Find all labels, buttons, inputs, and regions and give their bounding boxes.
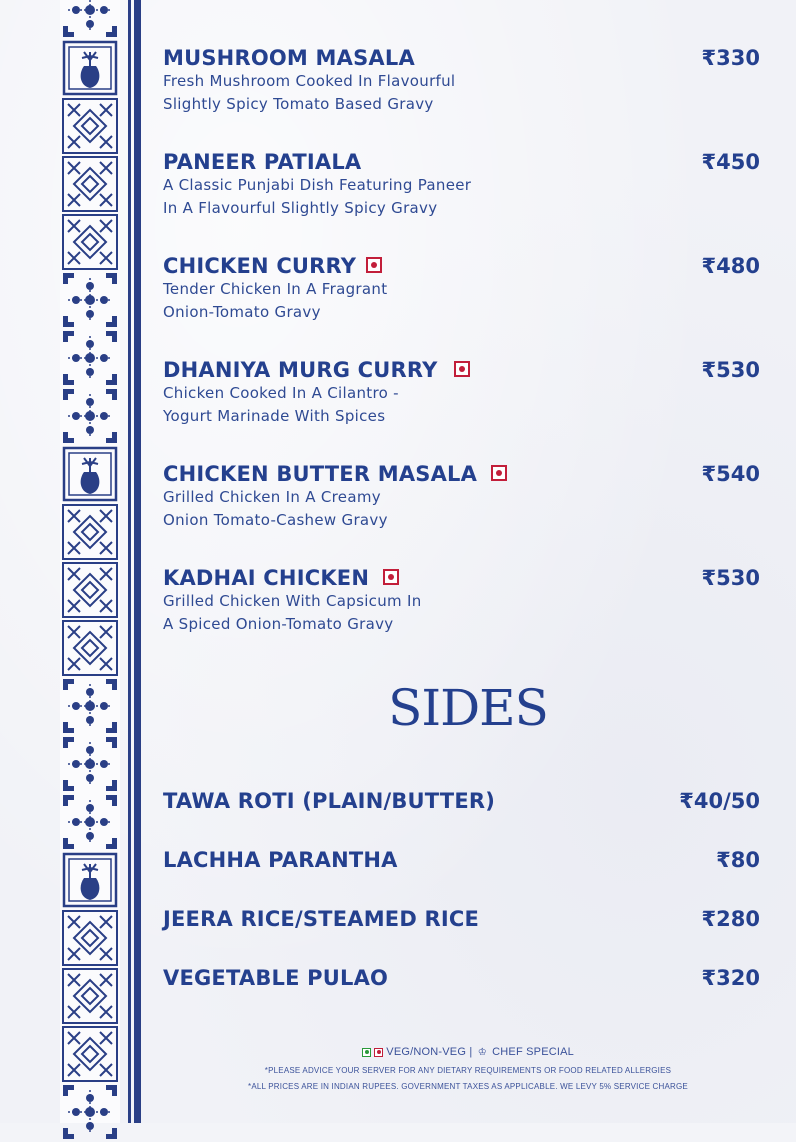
item-description: Chicken Cooked In A Cilantro - Yogurt Marinade With Spices: [163, 384, 399, 425]
item-price: ₹80: [716, 848, 760, 872]
item-name: DHANIYA MURG CURRY: [163, 356, 763, 384]
side-item: [163, 905, 763, 933]
border-tile-icon: [60, 212, 120, 272]
chef-special-text: CHEF SPECIAL: [488, 1046, 574, 1058]
item-name: CHICKEN BUTTER MASALA: [163, 460, 763, 488]
chef-hat-icon: ♔: [477, 1047, 487, 1058]
item-description: Fresh Mushroom Cooked In Flavourful Slightly Spicy Tomato Based Gravy: [163, 72, 456, 113]
item-description: Grilled Chicken In A Creamy Onion Tomato-Cashew Gravy: [163, 488, 388, 529]
item-name: JEERA RICE/STEAMED RICE: [163, 907, 480, 931]
side-item: [163, 964, 763, 992]
nonveg-icon: [374, 1048, 383, 1057]
nonveg-icon: [454, 361, 470, 377]
pricing-note: *ALL PRICES ARE IN INDIAN RUPEES. GOVERNMENT TAXES AS APPLICABLE. WE LEVY 5% SERVICE CHARGE: [248, 1082, 688, 1091]
border-tile-icon: [60, 386, 120, 446]
item-price: ₹40/50: [679, 789, 760, 813]
border-tile-icon: [60, 1024, 120, 1084]
nonveg-icon: [383, 569, 399, 585]
nonveg-icon: [491, 465, 507, 481]
item-price: ₹540: [701, 462, 760, 486]
border-tile-icon: [60, 560, 120, 620]
border-line: [128, 0, 131, 1123]
border-tile-icon: [60, 328, 120, 388]
border-tile-icon: [60, 618, 120, 678]
item-price: ₹530: [701, 358, 760, 382]
section-title-sides: SIDES: [388, 679, 548, 737]
border-tile-icon: [60, 0, 120, 40]
menu-item: [163, 44, 763, 116]
border-tile-icon: [60, 850, 120, 910]
side-item: [163, 787, 763, 815]
menu-item: [163, 460, 763, 532]
border-tile-icon: [60, 502, 120, 562]
item-name: MUSHROOM MASALA: [163, 46, 415, 70]
item-description: Tender Chicken In A Fragrant Onion-Tomato Gravy: [163, 280, 388, 321]
item-name: CHICKEN CURRY: [163, 252, 763, 280]
item-description: A Classic Punjabi Dish Featuring Paneer In A Flavourful Slightly Spicy Gravy: [163, 176, 472, 217]
item-price: ₹330: [701, 46, 760, 70]
menu-item: [163, 356, 763, 428]
item-name: LACHHA PARANTHA: [163, 848, 398, 872]
item-price: ₹480: [701, 254, 760, 278]
border-tile-icon: [60, 734, 120, 794]
item-price: ₹280: [701, 907, 760, 931]
item-price: ₹530: [701, 566, 760, 590]
item-name: TAWA ROTI (PLAIN/BUTTER): [163, 789, 496, 813]
border-tile-icon: [60, 1082, 120, 1142]
item-price: ₹450: [701, 150, 760, 174]
nonveg-icon: [366, 257, 382, 273]
dietary-legend: [163, 1046, 773, 1058]
border-tile-icon: [60, 444, 120, 504]
border-tile-icon: [60, 676, 120, 736]
border-tile-icon: [60, 270, 120, 330]
item-description: Grilled Chicken With Capsicum In A Spiced Onion-Tomato Gravy: [163, 592, 422, 633]
border-tile-icon: [60, 966, 120, 1026]
item-name: PANEER PATIALA: [163, 150, 362, 174]
border-tile-icon: [60, 154, 120, 214]
menu-item: [163, 564, 763, 636]
legend-text: VEG/NON-VEG |: [386, 1046, 476, 1058]
veg-icon: [362, 1048, 371, 1057]
menu-item: [163, 148, 763, 220]
decorative-border: [60, 0, 120, 1123]
border-tile-icon: [60, 38, 120, 98]
border-tile-icon: [60, 792, 120, 852]
item-name: VEGETABLE PULAO: [163, 966, 389, 990]
border-line: [134, 0, 141, 1123]
border-tile-icon: [60, 908, 120, 968]
border-tile-icon: [60, 96, 120, 156]
menu-item: [163, 252, 763, 324]
item-price: ₹320: [701, 966, 760, 990]
allergy-note: *PLEASE ADVICE YOUR SERVER FOR ANY DIETARY REQUIREMENTS OR FOOD RELATED ALLERGIES: [264, 1066, 672, 1075]
side-item: [163, 846, 763, 874]
item-name: KADHAI CHICKEN: [163, 564, 763, 592]
